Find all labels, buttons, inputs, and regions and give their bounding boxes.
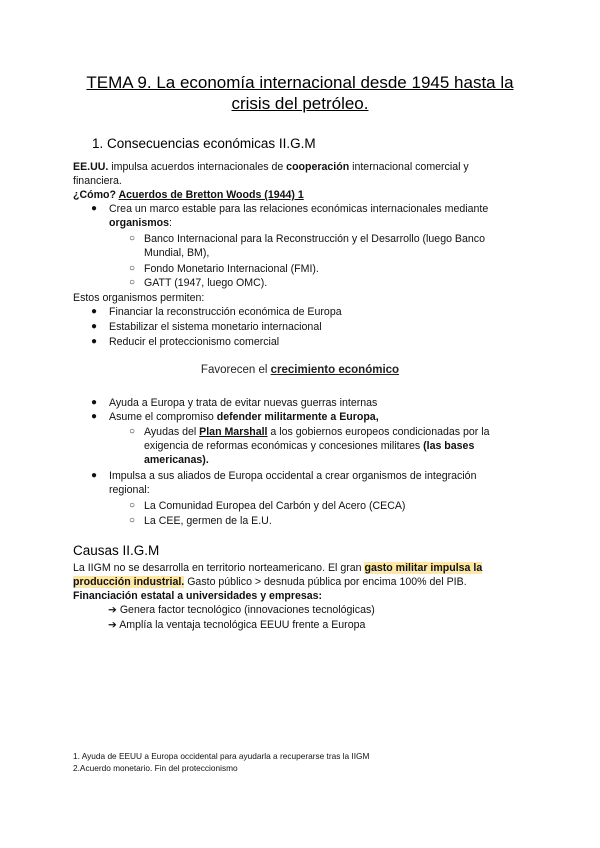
marshall-text-c: a los gobiernos europeos condicionadas por la [267,426,490,438]
footnote-2: 2.Acuerdo monetario. Fin del proteccionismo [73,763,238,773]
favorecen-text: Favorecen el [200,364,271,376]
footnote-1: 1. Ayuda de EEUU a Europa occidental para ayudarla a recuperarse tras la IIGM [73,751,370,761]
bullet-icon: ● [91,336,98,347]
causas-line-1 [73,561,482,575]
arrow-item-1: ➔ Genera factor tecnológico (innovaciones tecnológicas) [108,604,375,616]
bretton-sub-1: Banco Internacional para la Reconstrucción y el Desarrollo (luego Banco [144,233,485,245]
highlight-gasto-militar: gasto militar impulsa la [364,562,483,574]
bretton-item-1-cont [109,216,172,230]
highlight-produccion: producción industrial. [73,576,185,588]
title-line-2: crisis del petróleo. [231,94,369,113]
section-heading-consecuencias: 1. Consecuencias económicas II.G.M [92,136,316,151]
circle-bullet-icon: ○ [129,263,136,274]
ceca-item: La Comunidad Europea del Carbón y del Acero (CECA) [144,500,406,512]
causas-line-2 [73,575,467,589]
intro-paragraph-line2: financiera. [73,175,122,187]
marshall-bases: (las bases [423,440,475,452]
ayuda-item-3-cont: regional: [109,484,150,496]
bullet-icon: ● [91,470,98,481]
cee-item: La CEE, germen de la E.U. [144,515,272,527]
intro-text: impulsa acuerdos internacionales de [108,161,287,173]
ayuda-item-2-text: Asume el compromiso [109,411,217,423]
circle-bullet-icon: ○ [129,500,136,511]
bullet-icon: ● [91,203,98,214]
ayuda-item-2 [109,410,379,424]
ayuda-item-1: Ayuda a Europa y trata de evitar nuevas guerras internas [109,397,378,409]
intro-cooperacion: cooperación [286,161,350,173]
organismos-bold: organismos [109,217,170,229]
permiten-item-2: Estabilizar el sistema monetario internacional [109,321,322,333]
title-line-1: TEMA 9. La economía internacional desde 1945 hasta la [86,73,514,92]
ayuda-item-2-bold: defender militarmente a Europa, [216,411,379,423]
bullet-icon: ● [91,306,98,317]
permiten-lead: Estos organismos permiten: [73,292,205,304]
document-title [60,72,540,114]
bullet-icon: ● [91,411,98,422]
circle-bullet-icon: ○ [129,426,136,437]
bretton-sub-2: Fondo Monetario Internacional (FMI). [144,263,319,275]
bretton-item-1: Crea un marco estable para las relaciones económicas internacionales mediante [109,203,489,215]
marshall-text-d: exigencia de reformas económicas y concesiones militares [144,440,424,452]
arrow-item-2: ➔ Amplía la ventaja tecnológica EEUU frente a Europa [108,619,366,631]
como-line [73,188,304,202]
permiten-item-3: Reducir el proteccionismo comercial [109,336,280,348]
ayuda-item-3: Impulsa a sus aliados de Europa occidental a crear organismos de integración [109,470,477,482]
marshall-line-2 [144,439,474,453]
causas-line-3: Financiación estatal a universidades y empresas: [73,590,323,602]
marshall-text-a: Ayudas del [144,426,200,438]
crecimiento-economico: crecimiento económico [270,364,400,376]
intro-eeuu: EE.UU. [73,161,109,173]
marshall-line-3: americanas). [144,454,209,466]
causas-text: La IIGM no se desarrolla en territorio norteamericano. El gran [73,562,365,574]
bullet-icon: ● [91,397,98,408]
bretton-sub-3: GATT (1947, luego OMC). [144,277,268,289]
colon: : [169,217,172,229]
section-heading-causas: Causas II.G.M [73,543,160,558]
plan-marshall-link: Plan Marshall [199,426,268,438]
marshall-line-1 [144,425,490,439]
intro-text-2: internacional comercial y [349,161,469,173]
circle-bullet-icon: ○ [129,233,136,244]
circle-bullet-icon: ○ [129,277,136,288]
bretton-woods-link: Acuerdos de Bretton Woods (1944) 1 [118,189,304,201]
circle-bullet-icon: ○ [129,515,136,526]
bullet-icon: ● [91,321,98,332]
como-question: ¿Cómo? [73,189,119,201]
bretton-sub-1-cont: Mundial, BM), [144,247,210,259]
permiten-item-1: Financiar la reconstrucción económica de Europa [109,306,342,318]
gasto-publico-text: Gasto público > desnuda pública por encima 100% del PIB. [184,576,467,588]
intro-paragraph-line1 [73,160,469,174]
favorecen-heading [0,364,600,376]
